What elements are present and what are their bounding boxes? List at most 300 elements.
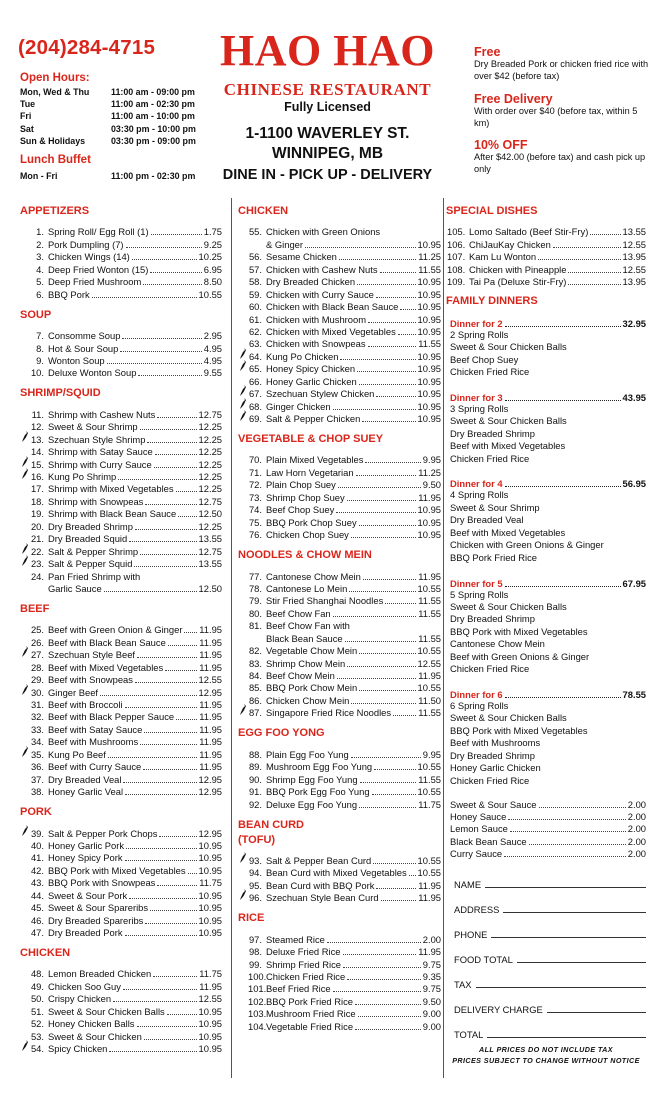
dot-leader: [137, 1021, 197, 1027]
dot-leader: [368, 317, 415, 323]
form-label: FOOD TOTAL: [454, 954, 513, 966]
chili-pepper-icon: [21, 1040, 29, 1051]
item-name: Shrimp with Black Bean Sauce: [48, 508, 177, 520]
item-name: Chicken with Green Onions: [266, 226, 381, 238]
form-input-line[interactable]: [547, 1012, 646, 1013]
item-price: 12.25: [198, 458, 222, 470]
sauce-item: [450, 822, 646, 834]
menu-item: [20, 967, 222, 979]
item-name: Salt & Pepper Shrimp: [48, 545, 139, 557]
item-price: 10.95: [198, 852, 222, 864]
dinner-title: [450, 576, 646, 588]
item-number: 77.: [248, 570, 262, 582]
dot-leader: [157, 880, 197, 886]
item-number: 37.: [30, 773, 44, 785]
item-price: 10.95: [417, 516, 441, 528]
form-input-line[interactable]: [487, 1037, 646, 1038]
form-input-line[interactable]: [485, 887, 646, 888]
item-price: 2.95: [203, 330, 222, 342]
dinner-price: 78.55: [622, 689, 646, 700]
dinner-price: 56.95: [622, 478, 646, 490]
chili-pepper-icon: [21, 456, 29, 467]
menu-item: [238, 747, 441, 759]
item-name: Kung Po Chicken: [266, 350, 339, 362]
item-price: 11.95: [199, 723, 222, 735]
item-price: 12.25: [198, 421, 222, 433]
item-name: Crispy Chicken: [48, 993, 112, 1005]
item-number: 76.: [248, 529, 262, 541]
dot-leader: [168, 640, 197, 646]
item-name: Plain Chop Suey: [266, 479, 336, 491]
dot-leader: [347, 661, 415, 667]
item-number: 69.: [248, 413, 262, 424]
item-price: 4.95: [203, 354, 222, 366]
item-number: 73.: [248, 491, 262, 503]
item-price: 10.95: [417, 301, 441, 313]
menu-item: [20, 826, 222, 838]
dot-leader: [134, 561, 196, 567]
item-name: Sweet & Sour Chicken Balls: [48, 1005, 165, 1017]
menu-item: [238, 619, 441, 631]
restaurant-name: HAO HAO: [220, 26, 435, 75]
menu-item: [20, 341, 222, 353]
hours-time: 03:30 pm - 09:00 pm: [111, 135, 196, 146]
item-number: 90.: [248, 773, 262, 785]
item-price: 11.25: [418, 466, 441, 478]
item-number: 104.: [248, 1020, 267, 1032]
dinner-item: Sweet & Sour Shrimp: [450, 501, 540, 513]
dinner-price: 43.95: [622, 391, 646, 403]
menu-item: [20, 772, 222, 784]
section-title: CHICKEN: [20, 947, 71, 959]
item-price: 13.55: [198, 533, 222, 545]
dot-leader: [151, 229, 202, 235]
section-chicken: [238, 205, 441, 424]
dot-leader: [107, 358, 202, 364]
promo-discount: [474, 138, 654, 175]
dinner-title: [450, 390, 646, 402]
item-name: BBQ Pork Egg Foo Yung: [266, 786, 370, 798]
item-number: 54.: [30, 1043, 44, 1055]
item-name: Beef with Snowpeas: [48, 674, 133, 686]
dot-leader: [135, 677, 197, 683]
item-name: Beef with Mushrooms: [48, 736, 139, 748]
item-name: Deluxe Egg Foo Yung: [266, 798, 358, 810]
hours-time: 11:00 am - 09:00 pm: [111, 87, 195, 97]
section-title: APPETIZERS: [20, 205, 90, 217]
item-price: 13.55: [622, 226, 646, 238]
dot-leader: [153, 971, 197, 977]
item-number: 52.: [30, 1018, 44, 1030]
section-title: SHRIMP/SQUID: [20, 387, 101, 400]
dot-leader: [505, 321, 621, 327]
section-title: BEEF: [20, 602, 50, 615]
dot-leader: [120, 346, 201, 352]
item-number: 107.: [447, 251, 466, 263]
form-label: TAX: [454, 979, 472, 991]
item-number: 32.: [30, 711, 44, 723]
item-name: BBQ Pork Chop Suey: [266, 516, 357, 528]
chili-pepper-icon: [21, 646, 29, 657]
item-number: 83.: [248, 657, 262, 669]
menu-item: [20, 888, 222, 900]
form-field-total[interactable]: [454, 1015, 646, 1040]
item-number: 9.: [36, 354, 44, 366]
dot-leader: [118, 474, 196, 480]
dot-leader: [347, 495, 417, 501]
item-number: 99.: [248, 958, 262, 970]
item-price: 13.95: [622, 276, 646, 288]
section-bean-curd: [238, 819, 441, 904]
dot-leader: [333, 611, 417, 617]
item-price: 9.75: [422, 983, 441, 995]
item-price: 12.95: [198, 773, 222, 785]
item-price: 13.55: [198, 558, 222, 570]
item-price: 6.95: [203, 263, 222, 275]
item-name: Pork Dumpling (7): [48, 238, 124, 250]
menu-item: [238, 945, 441, 957]
section-title: EGG FOO YONG: [238, 727, 325, 740]
menu-item: [20, 913, 222, 925]
dot-leader: [123, 777, 196, 783]
item-name: Chicken Wings (14): [48, 251, 130, 263]
dot-leader: [145, 499, 196, 505]
dot-leader: [359, 379, 416, 385]
section-subtitle: (TOFU): [238, 833, 276, 846]
hours-days: Mon, Wed & Thu: [20, 87, 90, 97]
chili-pepper-icon: [21, 431, 29, 442]
item-number: 74.: [248, 504, 262, 516]
item-name: Beef with Black Pepper Sauce: [48, 711, 175, 723]
dot-leader: [351, 532, 416, 538]
item-price: 13.95: [622, 251, 646, 263]
menu-column-left: [20, 205, 222, 1054]
dot-leader: [345, 636, 417, 642]
service-modes: DINE IN - PICK UP - DELIVERY: [222, 167, 433, 183]
item-name: BBQ Pork Chow Mein: [266, 682, 358, 694]
item-number: 47.: [30, 927, 44, 938]
menu-item: [20, 760, 222, 772]
item-number: 59.: [248, 288, 262, 300]
chili-pepper-icon: [21, 684, 29, 695]
dinner-item: Sweet & Sour Chicken Balls: [450, 415, 567, 427]
dot-leader: [145, 918, 196, 924]
menu-item: [238, 644, 441, 656]
dot-leader: [568, 279, 620, 285]
menu-item: [238, 453, 441, 465]
item-name: Beef Chow Fan with: [266, 620, 350, 632]
item-number: 35.: [30, 748, 44, 760]
dot-leader: [338, 482, 421, 488]
item-name: Dry Breaded Pork: [48, 927, 123, 938]
form-field-name[interactable]: [454, 865, 646, 890]
item-name: Deluxe Fried Rice: [266, 946, 341, 958]
hours-row: [20, 124, 210, 136]
dot-leader: [155, 449, 197, 455]
dot-leader: [505, 481, 621, 487]
dot-leader: [363, 574, 416, 580]
form-field-phone[interactable]: [454, 915, 646, 940]
item-number: 5.: [36, 276, 44, 288]
column-divider: [443, 198, 444, 1078]
form-field-food-total[interactable]: [454, 940, 646, 965]
item-price: 11.95: [418, 570, 441, 582]
phone-number[interactable]: (204)284-4715: [18, 36, 156, 59]
hours-row: [20, 111, 210, 123]
menu-item: [238, 337, 441, 349]
menu-item: [238, 262, 441, 274]
item-name: BBQ Pork Fried Rice: [266, 995, 354, 1007]
dinner-item: Beef with Mixed Vegetables: [450, 440, 566, 452]
menu-item: [20, 876, 222, 888]
item-number: 92.: [248, 798, 262, 810]
dot-leader: [508, 814, 625, 820]
menu-item: [20, 569, 222, 581]
dinner-price: 67.95: [622, 577, 646, 589]
dot-leader: [126, 242, 202, 248]
item-number: 42.: [30, 864, 44, 876]
item-price: 11.55: [418, 632, 441, 644]
dot-leader: [109, 1046, 196, 1052]
dot-leader: [154, 462, 197, 468]
menu-item: [238, 300, 441, 312]
chili-pepper-icon: [21, 468, 29, 479]
item-price: 12.25: [198, 433, 222, 445]
item-price: 10.95: [417, 504, 441, 516]
item-price: 11.55: [418, 773, 441, 785]
dot-leader: [510, 826, 626, 832]
item-price: 10.95: [417, 350, 441, 362]
menu-column-middle: [238, 205, 441, 1032]
item-price: 11.95: [418, 670, 441, 681]
item-number: 75.: [248, 516, 262, 528]
spicy-marker: [20, 431, 30, 445]
dot-leader: [126, 843, 196, 849]
item-number: 14.: [30, 446, 44, 458]
menu-item: [446, 262, 646, 274]
chili-pepper-icon: [21, 825, 29, 836]
item-price: 9.25: [203, 238, 222, 250]
dot-leader: [347, 974, 421, 980]
item-price: 12.55: [622, 263, 646, 275]
menu-item: [238, 325, 441, 337]
item-price: 11.50: [418, 694, 441, 706]
family-dinners-section: [446, 295, 646, 787]
dot-leader: [343, 962, 421, 968]
promo-free: [474, 45, 654, 82]
item-price: 2.00: [422, 933, 441, 945]
dot-leader: [505, 395, 621, 401]
menu-item: [20, 785, 222, 797]
menu-item: [20, 839, 222, 851]
item-price: 10.95: [198, 889, 222, 901]
item-price: 10.55: [417, 582, 441, 594]
menu-item: [238, 772, 441, 784]
column-divider: [231, 198, 232, 1078]
item-number: 19.: [30, 508, 44, 520]
item-number: 2.: [36, 238, 44, 250]
dot-leader: [159, 831, 196, 837]
menu-item: [238, 250, 441, 262]
item-number: 30.: [30, 686, 44, 698]
item-number: 78.: [248, 582, 262, 594]
dot-leader: [360, 777, 417, 783]
dot-leader: [351, 698, 416, 704]
menu-item: [238, 932, 441, 944]
order-form: [446, 865, 646, 1040]
hours-row: [20, 99, 210, 111]
sauce-price: 2.00: [627, 798, 646, 810]
dot-leader: [385, 598, 416, 604]
item-price: 12.25: [198, 446, 222, 458]
item-name: Stir Fried Shanghai Noodles: [266, 595, 384, 607]
hours-days: Fri: [20, 111, 32, 122]
menu-item: [20, 863, 222, 875]
item-number: 87.: [248, 707, 262, 719]
sauce-price: 2.00: [627, 835, 646, 847]
item-name: Beef with Mixed Vegetables: [48, 661, 164, 673]
spicy-marker: [238, 704, 248, 718]
item-name: Mushroom Fried Rice: [266, 1008, 356, 1020]
item-name: Salt & Pepper Chicken: [266, 413, 361, 424]
item-price: 11.95: [199, 661, 222, 673]
dot-leader: [393, 710, 416, 716]
menu-item: [20, 1042, 222, 1054]
item-price: 11.95: [418, 491, 441, 503]
address-line-1: 1-1100 WAVERLEY ST.: [245, 125, 410, 142]
chili-pepper-icon: [239, 889, 247, 900]
item-price: 10.95: [417, 288, 441, 300]
dot-leader: [359, 802, 416, 808]
section-title: SPECIAL DISHES: [446, 205, 538, 217]
item-name: Beef Chow Fan: [266, 607, 331, 619]
menu-item: [238, 569, 441, 581]
licensed-text: Fully Licensed: [284, 100, 371, 114]
menu-item: [238, 1019, 441, 1031]
dot-leader: [529, 839, 626, 845]
section-title: FAMILY DINNERS: [446, 295, 538, 308]
item-number: 46.: [30, 914, 44, 926]
form-field-tax[interactable]: [454, 965, 646, 990]
form-input-line[interactable]: [476, 987, 646, 988]
item-number: 100.: [248, 971, 267, 982]
hours-days: Tue: [20, 99, 36, 110]
dinner-price: 32.95: [622, 317, 646, 329]
item-number: 103.: [248, 1008, 267, 1020]
item-name: & Ginger: [266, 238, 303, 250]
family-dinner: [446, 390, 646, 465]
spicy-marker: [238, 852, 248, 866]
menu-item: [238, 891, 441, 903]
dot-leader: [539, 802, 626, 808]
item-price: 10.55: [417, 761, 441, 773]
item-price: 10.95: [417, 400, 441, 412]
chili-pepper-icon: [21, 746, 29, 757]
item-price: 11.95: [199, 736, 222, 748]
form-input-line[interactable]: [491, 937, 646, 938]
section-title: NOODLES & CHOW MEIN: [238, 549, 372, 562]
item-name: Szechuan Stylew Chicken: [266, 388, 375, 400]
dot-leader: [362, 416, 415, 422]
dot-leader: [359, 648, 415, 654]
dinner-item: Chicken Fried Rice: [450, 663, 530, 675]
item-price: 11.95: [199, 624, 222, 636]
item-name: Sweet & Sour Shrimp: [48, 421, 138, 433]
menu-item: [238, 693, 441, 705]
item-number: 95.: [248, 879, 262, 891]
spicy-marker: [20, 1040, 30, 1054]
item-name: Shrimp with Cashew Nuts: [48, 408, 156, 420]
item-price: 10.55: [417, 645, 441, 657]
item-price: 11.95: [199, 636, 222, 648]
menu-item: [446, 237, 646, 249]
hours-time: 11:00 am - 10:00 pm: [111, 111, 195, 122]
menu-item: [20, 225, 222, 237]
form-input-line[interactable]: [517, 962, 646, 963]
dot-leader: [400, 304, 415, 310]
form-field-address[interactable]: [454, 890, 646, 915]
item-price: 12.50: [198, 582, 222, 594]
dot-leader: [129, 893, 196, 899]
menu-item: [238, 237, 441, 249]
item-number: 49.: [30, 980, 44, 992]
form-input-line[interactable]: [503, 912, 646, 913]
item-name: Honey Garlic Chicken: [266, 375, 357, 387]
promo-title: Free: [474, 45, 501, 59]
menu-item: [20, 660, 222, 672]
spicy-marker: [238, 889, 248, 903]
menu-item: [238, 374, 441, 386]
section-title: PORK: [20, 806, 52, 819]
item-name: Cantonese Chow Mein: [266, 570, 361, 582]
item-name: Dry Breaded Squid: [48, 533, 128, 545]
item-number: 66.: [248, 375, 262, 387]
dinner-item: Chicken Fried Rice: [450, 452, 530, 464]
form-field-delivery-charge[interactable]: [454, 990, 646, 1015]
item-number: 109.: [447, 276, 466, 288]
item-name: Dry Breaded Shrimp: [48, 520, 133, 532]
item-number: 43.: [30, 877, 44, 889]
item-price: 10.95: [198, 1043, 222, 1055]
dot-leader: [143, 279, 201, 285]
item-name: Singapore Fried Rice Noodles: [266, 707, 392, 719]
menu-item: [446, 225, 646, 237]
menu-item: [20, 366, 222, 378]
spicy-marker: [20, 646, 30, 660]
item-name: Sweet & Sour Chicken: [48, 1030, 142, 1042]
item-number: 40.: [30, 839, 44, 851]
menu-item: [238, 878, 441, 890]
menu-item: [20, 685, 222, 697]
item-number: 39.: [30, 827, 44, 839]
spicy-marker: [20, 468, 30, 482]
item-name: Sesame Chicken: [266, 251, 337, 263]
chili-pepper-icon: [239, 360, 247, 371]
menu-column-right: [446, 205, 646, 1066]
dot-leader: [505, 581, 621, 587]
dot-leader: [165, 665, 197, 671]
menu-item: [446, 275, 646, 287]
dinner-item: Sweet & Sour Chicken Balls: [450, 712, 567, 724]
dinner-item: 4 Spring Rolls: [450, 489, 509, 501]
dot-leader: [104, 586, 197, 592]
item-name: Chicken Chow Mein: [266, 694, 350, 706]
item-price: 10.25: [198, 251, 222, 263]
item-name: Chicken with Snowpeas: [266, 338, 366, 350]
dinner-item: Beef with Mixed Vegetables: [450, 526, 566, 538]
item-number: 79.: [248, 595, 262, 607]
item-number: 38.: [30, 786, 44, 798]
